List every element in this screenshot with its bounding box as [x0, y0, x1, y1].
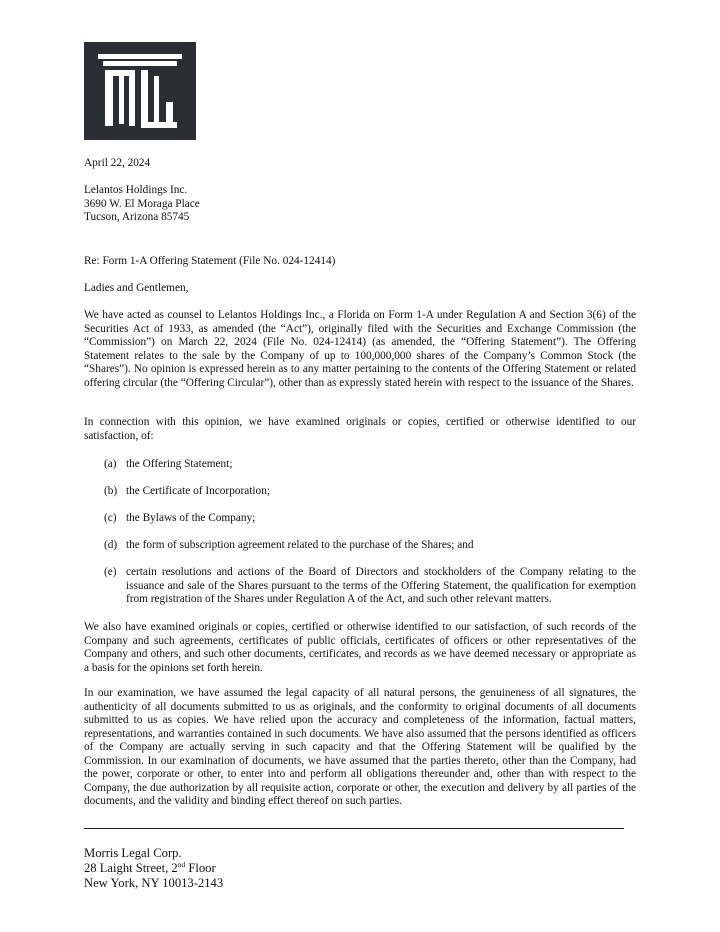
list-item-number: (e) — [104, 566, 117, 578]
list-item-number: (c) — [104, 512, 117, 524]
list-item-number: (b) — [104, 485, 118, 497]
list-item-number: (a) — [104, 458, 117, 470]
ml-pillar-logo-icon — [84, 42, 196, 140]
list-item-text: the Certificate of Incorporation; — [126, 485, 270, 497]
paragraph-examined: In connection with this opinion, we have examined originals or copies, certified or otherwise identified to our satisfaction, of: — [84, 416, 636, 442]
firm-city: New York, NY 10013-2143 — [84, 876, 224, 890]
footer-divider — [84, 828, 624, 829]
paragraph-counsel: We have acted as counsel to Lelantos Holdings Inc., a Florida on Form 1-A under Regulation A and Section 3(6) of the Securities Act of 1933, as amended (the “Act”), originally filed with the Securities and Exchange Commission (the “Commission”) on March 22, 2024 (File No. 024-12414) (as amended, the “Offering Statement”). The Offering Statement relates to the sale by the Company of up to 100,000,000 shares of the Company’s Common Stock (the “Shares”). No opinion is expressed herein as to any matter pertaining to the contents of the Offering Statement or related offering circular (the “Offering Circular”), other than as expressly stated herein with respect to the issuance of the Shares. — [84, 309, 636, 389]
firm-name: Morris Legal Corp. — [84, 846, 182, 860]
paragraph-assumptions: In our examination, we have assumed the legal capacity of all natural persons, the genuineness of all signatures, the authenticity of all documents submitted to us as originals, and the conformity to original documents of all documents submitted to us as copies. We have relied upon the accuracy and completeness of the information, factual matters, representations, and warranties contained in such documents. We have also assumed that the persons identified as officers of the Company are actually serving in such capacity and that the Offering Statement will be qualified by the Commission. In our examination of documents, we have assumed that the parties thereto, other than the Company, had the power, corporate or other, to enter into and perform all obligations thereunder and, other than with respect to the Company, the due authorization by all requisite action, corporate or other, the execution and delivery by all parties of the documents, and the validity and binding effect thereof on such parties. — [84, 687, 636, 807]
firm-street-ordinal: nd — [177, 859, 186, 869]
recipient-name: Lelantos Holdings Inc. — [84, 184, 188, 196]
firm-address-footer — [84, 846, 223, 891]
re-line: Re: Form 1-A Offering Statement (File No. 024-12414) — [84, 255, 336, 267]
list-item-text: the form of subscription agreement related to the purchase of the Shares; and — [126, 539, 474, 551]
list-item-number: (d) — [104, 539, 118, 551]
recipient-street: 3690 W. El Moraga Place — [84, 197, 200, 210]
list-item-text: certain resolutions and actions of the Board of Directors and stockholders of the Company relating to the issuance and sale of the Shares pursuant to the terms of the Offering Statement, the qualification for exemption from registration of the Shares under Regulation A of the Act, and such other relevant matters. — [126, 566, 636, 605]
paragraph-records: We also have examined originals or copies, certified or otherwise identified to our satisfaction, of such records of the Company and such agreements, certificates of public officials, certificates of officers or other representatives of the Company and others, and such other documents, certificates, and records as we have deemed necessary or appropriate as a basis for the opinions set forth herein. — [84, 621, 636, 674]
salutation: Ladies and Gentlemen, — [84, 282, 189, 294]
list-item-text: the Bylaws of the Company; — [126, 512, 256, 524]
firm-street-text: 28 Laight Street, 2 — [84, 861, 178, 875]
list-item-text: the Offering Statement; — [126, 458, 233, 470]
letter-date: April 22, 2024 — [84, 157, 151, 169]
firm-street-floor: Floor — [185, 861, 216, 875]
recipient-city: Tucson, Arizona 85745 — [84, 211, 190, 223]
recipient-address — [84, 184, 200, 225]
firm-street — [84, 861, 223, 876]
